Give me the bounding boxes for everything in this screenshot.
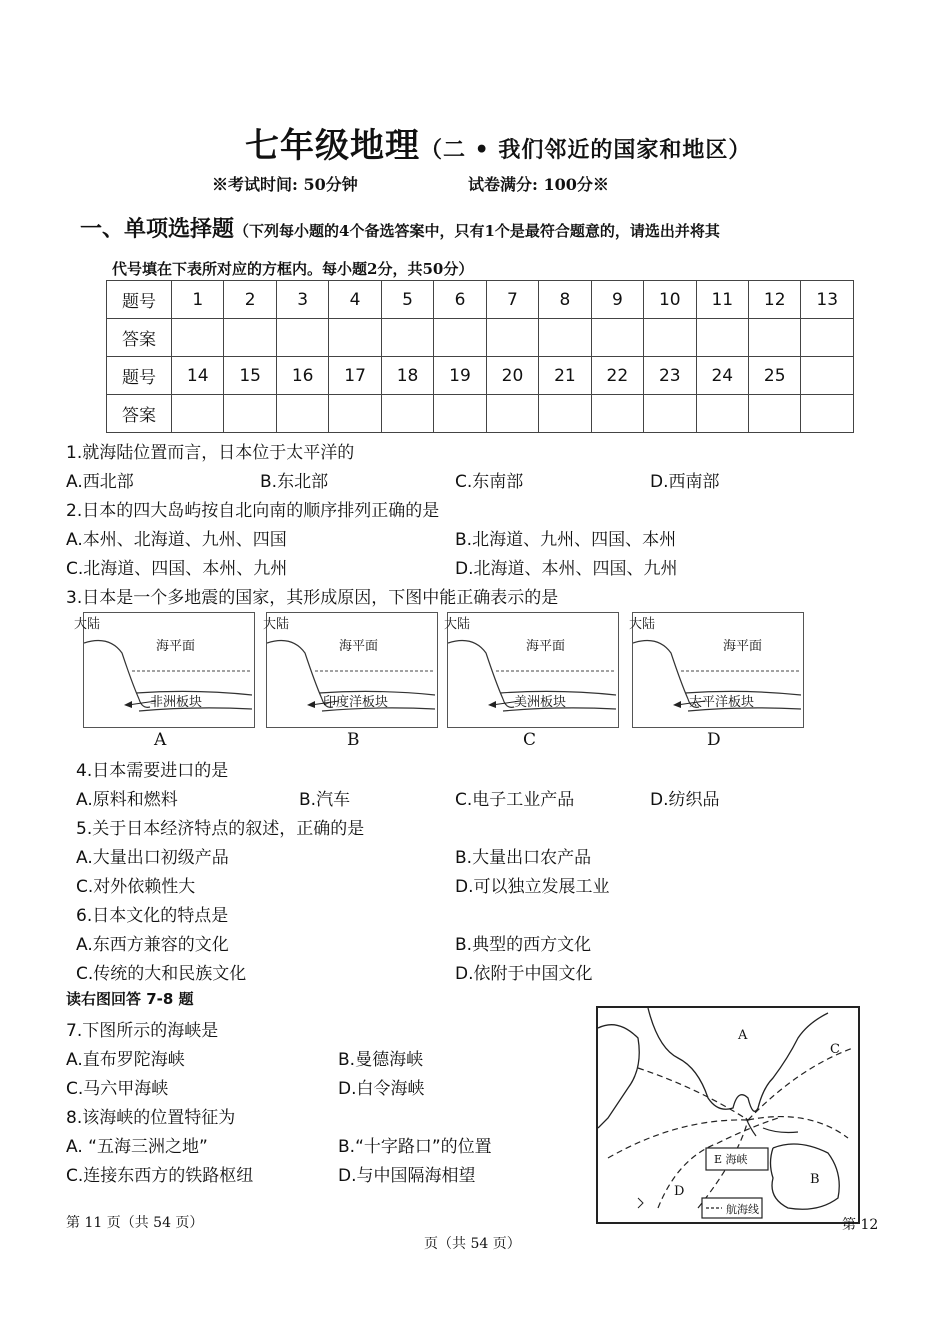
answer-cell[interactable] xyxy=(224,319,276,357)
plate-label: 非洲板块 xyxy=(150,695,203,710)
option-c: C.马六甲海峡 xyxy=(66,1079,169,1099)
option-b: B.大量出口农产品 xyxy=(455,848,592,868)
map-letter-b: B xyxy=(810,1172,820,1187)
section-heading xyxy=(80,212,720,243)
answer-cell[interactable] xyxy=(486,395,538,433)
plate-label: 印度洋板块 xyxy=(323,695,389,710)
footer-center: 页（共 54 页） xyxy=(424,1236,521,1252)
question-number: 11 xyxy=(696,281,748,319)
answer-cell[interactable] xyxy=(381,395,433,433)
answer-cell[interactable] xyxy=(644,395,696,433)
answer-cell[interactable] xyxy=(801,319,854,357)
row-header: 答案 xyxy=(107,395,172,433)
answer-cell[interactable] xyxy=(539,395,591,433)
answer-cell[interactable] xyxy=(172,319,224,357)
answer-cell[interactable] xyxy=(381,319,433,357)
option-d: D.北海道、本州、四国、九州 xyxy=(455,559,678,579)
answer-cell[interactable] xyxy=(696,319,748,357)
row-header: 题号 xyxy=(107,357,172,395)
strait-map xyxy=(596,1006,860,1224)
legend-label: 航海线 xyxy=(726,1203,759,1216)
option-d: D.依附于中国文化 xyxy=(455,964,593,984)
row-header: 答案 xyxy=(107,319,172,357)
section-note-line2: 代号填在下表所对应的方框内。每小题2分，共50分） xyxy=(112,260,474,278)
plate-label: 太平洋板块 xyxy=(689,695,755,710)
answer-cell[interactable] xyxy=(486,319,538,357)
question-number: 14 xyxy=(172,357,224,395)
question-number: 4 xyxy=(329,281,381,319)
answer-cell[interactable] xyxy=(644,319,696,357)
section-note: （下列每小题的4个备选答案中，只有1个是最符合题意的，请选出并将其 xyxy=(234,222,720,240)
table-row xyxy=(107,395,854,433)
answer-cell[interactable] xyxy=(748,319,800,357)
table-row xyxy=(107,281,854,319)
sea-level-label: 海平面 xyxy=(156,639,196,654)
title-subtitle: （二 • 我们邻近的国家和地区） xyxy=(420,137,752,163)
strait-label: E 海峡 xyxy=(714,1153,748,1166)
table-row xyxy=(107,357,854,395)
map-letter-a: A xyxy=(738,1028,748,1043)
continent-label: 大陆 xyxy=(263,617,290,632)
page-title xyxy=(245,118,751,167)
answer-cell[interactable] xyxy=(276,395,328,433)
row-header: 题号 xyxy=(107,281,172,319)
diagram-label-c: C xyxy=(523,730,537,750)
answer-cell[interactable] xyxy=(801,395,854,433)
option-a: A.本州、北海道、九州、四国 xyxy=(66,530,287,550)
question-number: 2 xyxy=(224,281,276,319)
continent-label: 大陆 xyxy=(629,617,656,632)
option-c: C.连接东西方的铁路枢纽 xyxy=(66,1166,254,1186)
question-stem: 3.日本是一个多地震的国家，其形成原因，下图中能正确表示的是 xyxy=(66,588,559,608)
option-d: D.白令海峡 xyxy=(338,1079,425,1099)
question-number: 22 xyxy=(591,357,643,395)
answer-cell[interactable] xyxy=(224,395,276,433)
title-main: 七年级地理 xyxy=(245,126,420,166)
option-b: B.东北部 xyxy=(260,472,329,492)
question-stem: 4.日本需要进口的是 xyxy=(76,761,229,781)
option-a: A.大量出口初级产品 xyxy=(76,848,229,868)
map-graphic xyxy=(598,1008,858,1222)
answer-cell[interactable] xyxy=(434,395,486,433)
question-number: 15 xyxy=(224,357,276,395)
question-number: 8 xyxy=(539,281,591,319)
answer-table xyxy=(106,280,854,433)
question-number: 24 xyxy=(696,357,748,395)
option-b: B.典型的西方文化 xyxy=(455,935,592,955)
question-number: 19 xyxy=(434,357,486,395)
question-stem: 7.下图所示的海峡是 xyxy=(66,1021,219,1041)
answer-cell[interactable] xyxy=(329,395,381,433)
option-a: A.原料和燃料 xyxy=(76,790,178,810)
option-a: A.东西方兼容的文化 xyxy=(76,935,229,955)
exam-time: ※考试时间: 50分钟 xyxy=(212,175,358,194)
answer-cell[interactable] xyxy=(329,319,381,357)
option-c: C.东南部 xyxy=(455,472,524,492)
question-number: 12 xyxy=(748,281,800,319)
question-stem: 8.该海峡的位置特征为 xyxy=(66,1108,236,1128)
option-c: C.电子工业产品 xyxy=(455,790,575,810)
section-title: 一、单项选择题 xyxy=(80,216,235,242)
question-stem: 2.日本的四大岛屿按自北向南的顺序排列正确的是 xyxy=(66,501,440,521)
diagram-label-a: A xyxy=(154,730,167,750)
option-c: C.传统的大和民族文化 xyxy=(76,964,247,984)
table-row xyxy=(107,319,854,357)
continent-label: 大陆 xyxy=(444,617,471,632)
answer-cell[interactable] xyxy=(696,395,748,433)
question-number: 20 xyxy=(486,357,538,395)
answer-cell[interactable] xyxy=(276,319,328,357)
question-number: 13 xyxy=(801,281,854,319)
answer-cell[interactable] xyxy=(434,319,486,357)
question-number: 21 xyxy=(539,357,591,395)
question-number: 23 xyxy=(644,357,696,395)
question-number: 5 xyxy=(381,281,433,319)
plate-diagram-c xyxy=(444,612,619,728)
map-letter-c: C xyxy=(830,1042,840,1057)
question-number: 25 xyxy=(748,357,800,395)
question-stem: 1.就海陆位置而言，日本位于太平洋的 xyxy=(66,443,355,463)
question-stem: 5.关于日本经济特点的叙述，正确的是 xyxy=(76,819,365,839)
footer-right: 第 12 xyxy=(842,1217,879,1233)
option-c: C.北海道、四国、本州、九州 xyxy=(66,559,288,579)
question-number: 16 xyxy=(276,357,328,395)
answer-cell[interactable] xyxy=(539,319,591,357)
option-d: D.纺织品 xyxy=(650,790,720,810)
plate-diagram-b xyxy=(263,612,438,728)
option-d: D.与中国隔海相望 xyxy=(338,1166,476,1186)
option-b: B.汽车 xyxy=(299,790,351,810)
sea-level-label: 海平面 xyxy=(723,639,763,654)
question-number: 7 xyxy=(486,281,538,319)
question-stem: 6.日本文化的特点是 xyxy=(76,906,229,926)
plate-diagram-a xyxy=(74,612,255,728)
diagram-label-d: D xyxy=(707,730,721,750)
question-number: 3 xyxy=(276,281,328,319)
option-a: A. “五海三洲之地” xyxy=(66,1137,208,1157)
question-number: 6 xyxy=(434,281,486,319)
question-number: 18 xyxy=(381,357,433,395)
option-c: C.对外依赖性大 xyxy=(76,877,196,897)
diagram-label-b: B xyxy=(347,730,360,750)
option-b: B.曼德海峡 xyxy=(338,1050,424,1070)
sea-level-label: 海平面 xyxy=(339,639,379,654)
question-number: 10 xyxy=(644,281,696,319)
question-number: 9 xyxy=(591,281,643,319)
answer-cell[interactable] xyxy=(591,319,643,357)
continent-label: 大陆 xyxy=(74,617,101,632)
answer-cell[interactable] xyxy=(591,395,643,433)
question-number xyxy=(801,357,854,395)
read-note: 读右图回答 7-8 题 xyxy=(66,990,194,1008)
answer-cell[interactable] xyxy=(748,395,800,433)
option-a: A.西北部 xyxy=(66,472,134,492)
option-d: D.可以独立发展工业 xyxy=(455,877,610,897)
answer-cell[interactable] xyxy=(172,395,224,433)
question-number: 17 xyxy=(329,357,381,395)
option-b: B.北海道、九州、四国、本州 xyxy=(455,530,677,550)
plate-diagram-d xyxy=(629,612,804,728)
sea-level-label: 海平面 xyxy=(526,639,566,654)
question-number: 1 xyxy=(172,281,224,319)
option-d: D.西南部 xyxy=(650,472,720,492)
plate-label: 美洲板块 xyxy=(514,695,567,710)
map-letter-d: D xyxy=(674,1184,685,1199)
footer-left: 第 11 页（共 54 页） xyxy=(66,1215,204,1231)
option-b: B.“十字路口”的位置 xyxy=(338,1137,492,1157)
option-a: A.直布罗陀海峡 xyxy=(66,1050,185,1070)
exam-score: 试卷满分: 100分※ xyxy=(468,175,609,194)
